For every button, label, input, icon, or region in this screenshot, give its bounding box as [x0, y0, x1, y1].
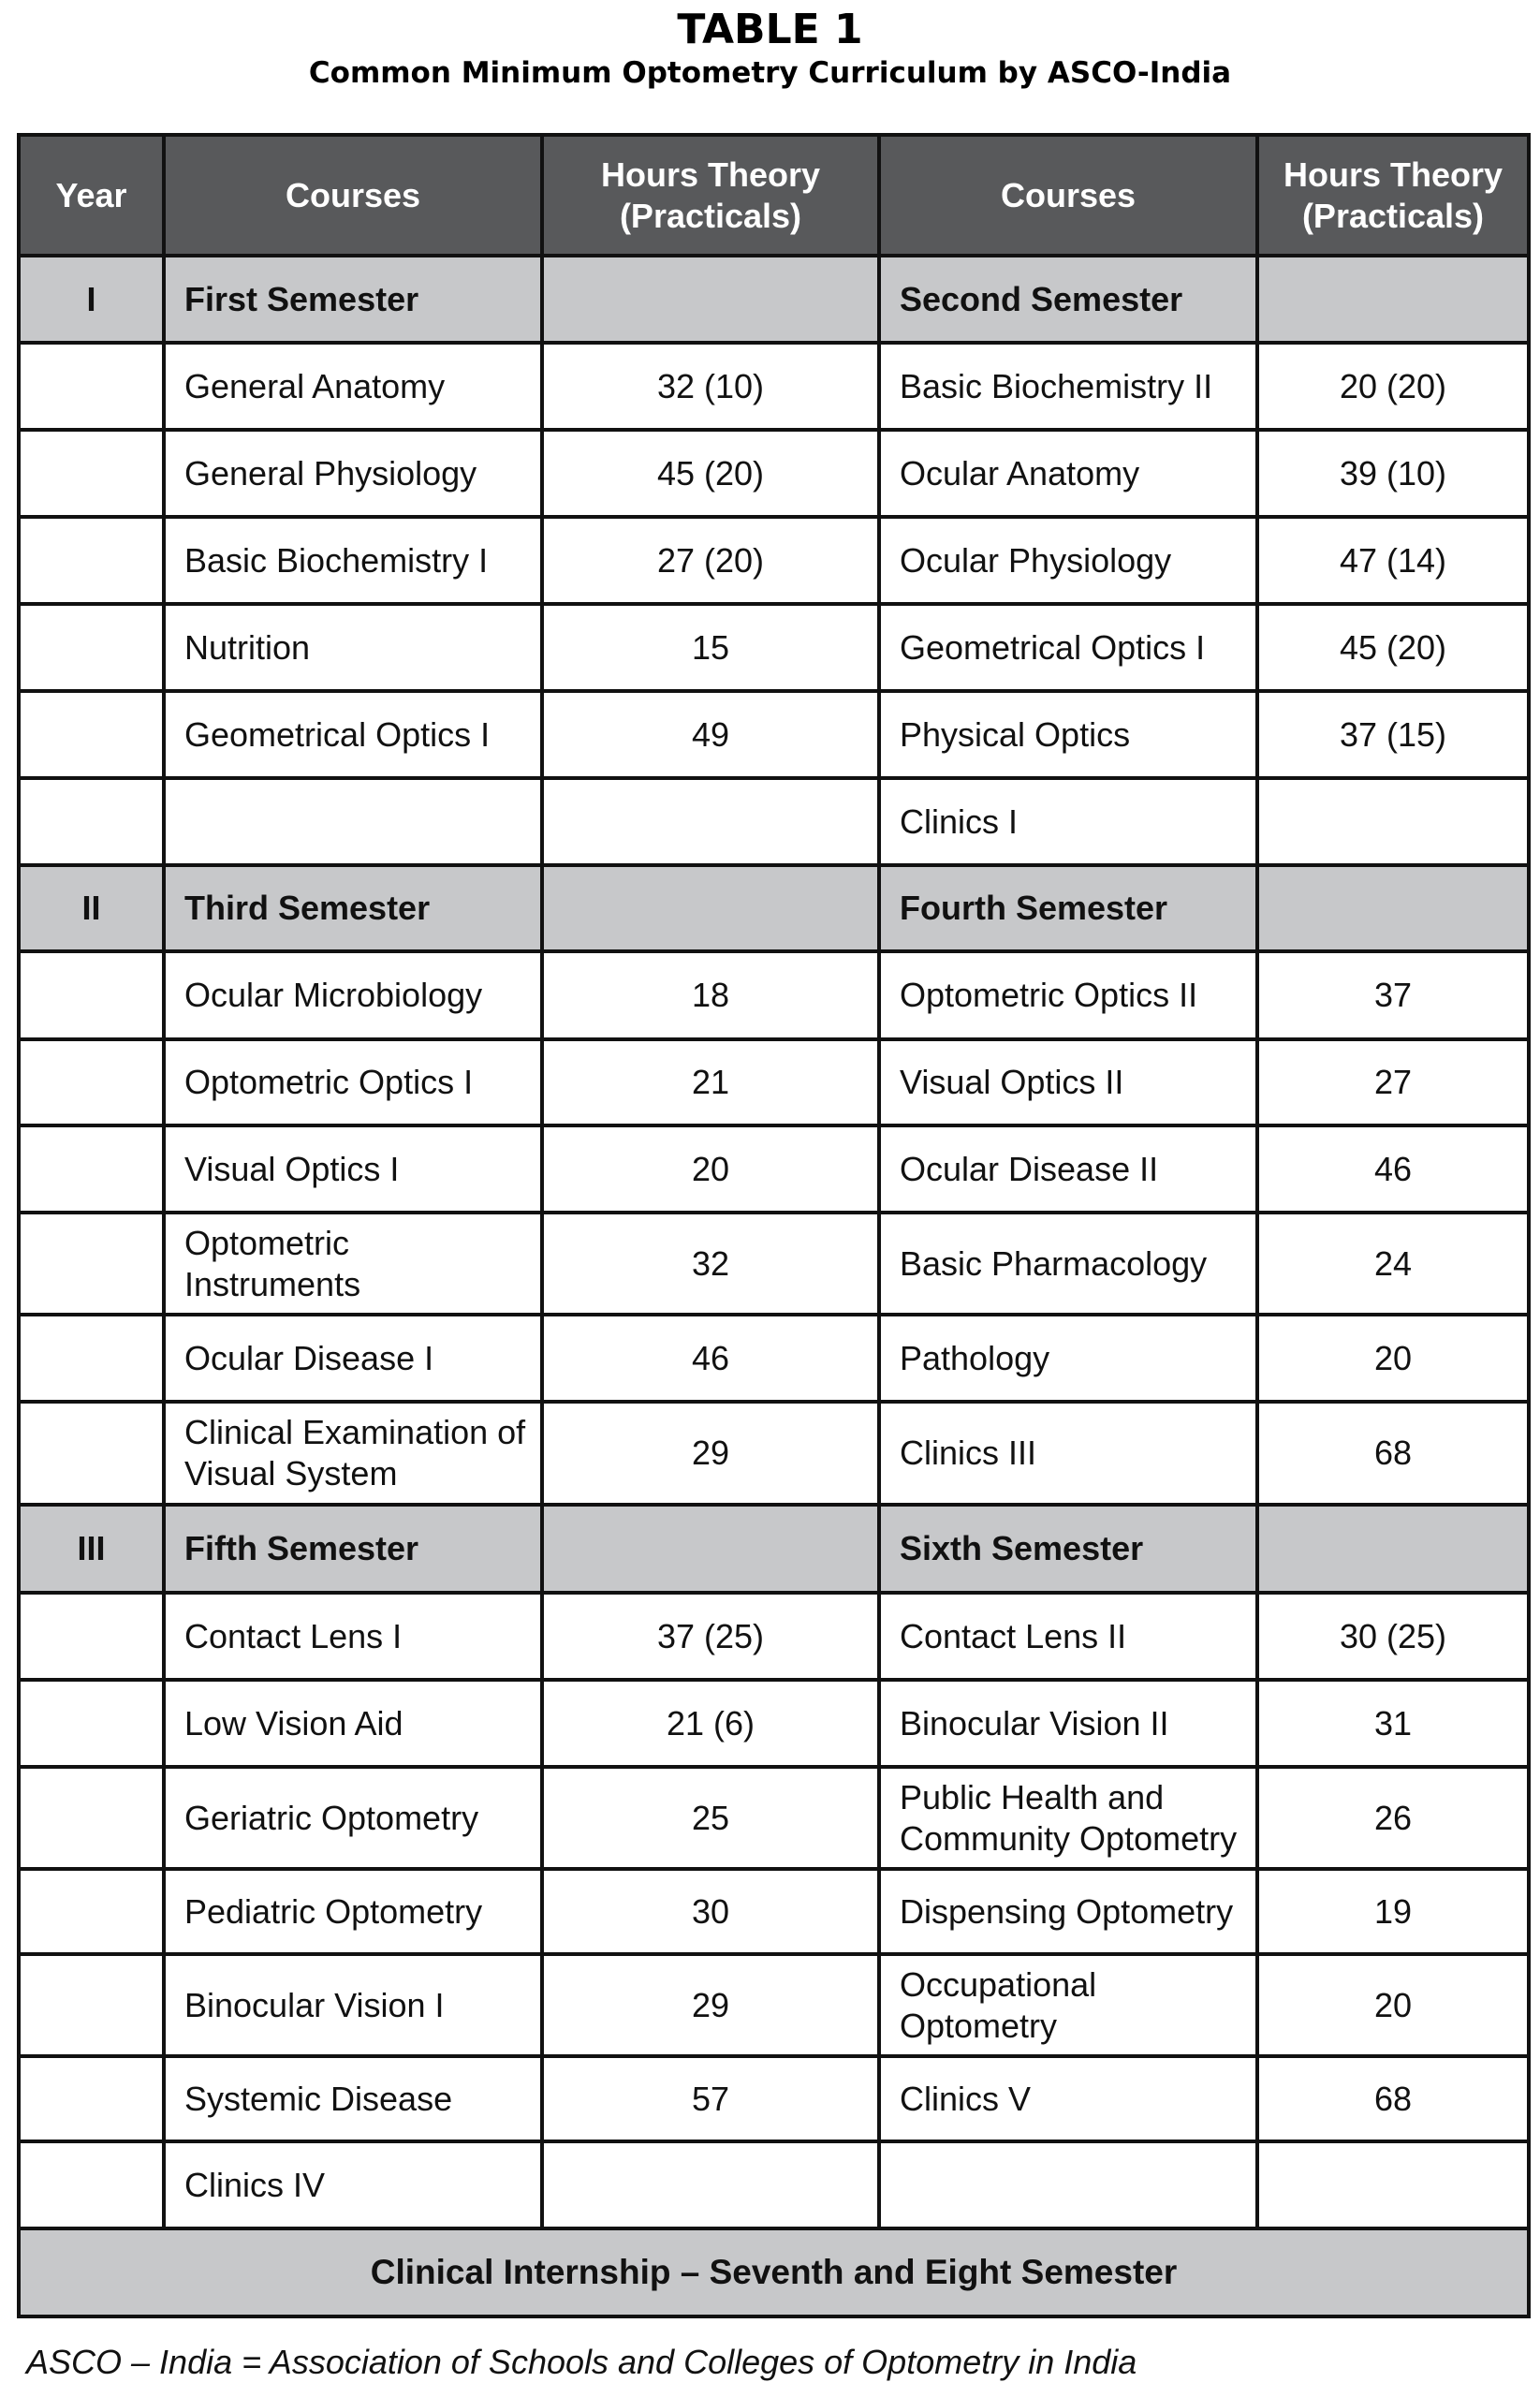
hours-cell-text: 30 (25) — [1339, 1616, 1447, 1655]
table-subtitle: Common Minimum Optometry Curriculum by ASCO-India — [308, 56, 1232, 90]
hours-cell-text: 45 (20) — [1339, 627, 1447, 667]
row-divider — [17, 2054, 1531, 2058]
course-cell — [881, 1956, 1255, 2054]
column-header-year-text: Year — [55, 175, 127, 214]
course-cell-text: Clinics V — [900, 2079, 1032, 2118]
year-cell-blank — [21, 1956, 162, 2054]
row-divider — [17, 1765, 1531, 1769]
column-header-courses — [881, 137, 1255, 254]
hours-cell — [1259, 1404, 1527, 1503]
course-cell — [881, 606, 1255, 689]
hours-cell-text: 49 — [691, 714, 730, 754]
hours-cell-text: 68 — [1373, 2079, 1413, 2118]
course-cell-text: Optometric Optics II — [900, 976, 1198, 1014]
course-cell-text: Low Vision Aid — [184, 1703, 403, 1743]
hours-cell — [544, 2143, 877, 2227]
hours-cell — [544, 693, 877, 776]
row-divider — [17, 1867, 1531, 1871]
course-cell-text: Pathology — [900, 1338, 1050, 1377]
internship-row — [21, 2230, 1527, 2315]
year-label-text: I — [86, 279, 96, 318]
course-cell-text: Ocular Anatomy — [900, 453, 1140, 493]
hours-cell-text: 31 — [1373, 1703, 1413, 1743]
semester-heading — [881, 1507, 1255, 1591]
column-header-courses — [166, 137, 540, 254]
course-cell-text: Clinics IV — [184, 2165, 326, 2204]
hours-cell-text: 39 (10) — [1339, 453, 1447, 493]
row-divider — [17, 1124, 1531, 1127]
course-cell-text: Binocular Vision II — [900, 1703, 1169, 1743]
hours-cell — [544, 1595, 877, 1678]
hours-cell-text: 68 — [1373, 1434, 1413, 1472]
course-cell — [881, 1871, 1255, 1952]
hours-cell-text: 32 (10) — [656, 366, 765, 405]
semester-heading — [881, 257, 1255, 341]
year-cell-blank — [21, 1871, 162, 1952]
hours-cell — [544, 519, 877, 602]
year-cell-blank — [21, 2058, 162, 2140]
internship-label: Clinical Internship – Seventh and Eight Semester — [370, 2253, 1178, 2291]
row-divider — [17, 2227, 1531, 2230]
hours-cell — [544, 345, 877, 428]
row-divider — [17, 1952, 1531, 1956]
course-cell-text: Basic Biochemistry I — [184, 540, 489, 580]
course-cell — [881, 780, 1255, 863]
course-cell-text: Clinical Examination of Visual System — [184, 1413, 526, 1493]
hours-cell-text: 27 — [1373, 1063, 1413, 1101]
hours-cell — [1259, 345, 1527, 428]
semester-heading-text: Fifth Semester — [184, 1529, 419, 1567]
row-divider — [17, 1400, 1531, 1404]
year-cell-blank — [21, 1041, 162, 1124]
course-cell — [166, 693, 540, 776]
course-cell-text: Visual Optics II — [900, 1063, 1124, 1101]
column-divider — [877, 133, 881, 2230]
row-divider — [17, 133, 1531, 137]
hours-cell-text: 46 — [691, 1338, 730, 1377]
year-label — [21, 867, 162, 949]
course-cell — [166, 1595, 540, 1678]
course-cell — [881, 1404, 1255, 1503]
semester-hours-blank — [1259, 257, 1527, 341]
hours-cell-text: 18 — [691, 976, 730, 1014]
hours-cell — [544, 432, 877, 515]
year-cell-blank — [21, 606, 162, 689]
course-cell — [166, 1682, 540, 1765]
course-cell-text: General Anatomy — [184, 366, 446, 405]
course-cell-text: Basic Pharmacology — [900, 1243, 1208, 1283]
course-cell-text: Clinics I — [900, 801, 1019, 841]
year-cell-blank — [21, 345, 162, 428]
course-cell-text: Pediatric Optometry — [184, 1891, 483, 1931]
hours-cell-text: 30 — [691, 1891, 730, 1931]
year-cell-blank — [21, 953, 162, 1037]
year-label — [21, 1507, 162, 1591]
course-cell — [881, 519, 1255, 602]
row-divider — [17, 602, 1531, 606]
hours-cell-text: 32 — [691, 1243, 730, 1283]
hours-cell-text: 21 (6) — [666, 1703, 755, 1743]
hours-cell-text: 20 — [691, 1149, 730, 1188]
course-cell-text: Nutrition — [184, 627, 311, 667]
course-cell-text: Contact Lens II — [900, 1616, 1127, 1655]
row-divider — [17, 2315, 1531, 2318]
course-cell-text: Dispensing Optometry — [900, 1891, 1234, 1931]
column-header-hours-text: Hours Theory (Practicals) — [1283, 154, 1503, 235]
hours-cell — [544, 953, 877, 1037]
column-divider — [1255, 133, 1259, 2230]
hours-cell — [1259, 2058, 1527, 2140]
hours-cell-text: 27 (20) — [656, 540, 765, 580]
row-divider — [17, 1313, 1531, 1316]
course-cell — [166, 432, 540, 515]
row-divider — [17, 689, 1531, 693]
course-cell — [881, 1041, 1255, 1124]
year-cell-blank — [21, 1404, 162, 1503]
hours-cell-text: 29 — [691, 1985, 730, 2024]
column-divider — [162, 133, 166, 2230]
course-cell-text: Ocular Physiology — [900, 540, 1172, 580]
course-cell — [166, 1769, 540, 1867]
semester-hours-blank — [544, 1507, 877, 1591]
semester-hours-blank — [1259, 867, 1527, 949]
hours-cell — [544, 1041, 877, 1124]
row-divider — [17, 1211, 1531, 1214]
course-cell-text: Geometrical Optics I — [900, 627, 1206, 667]
hours-cell — [1259, 1682, 1527, 1765]
row-divider — [17, 1678, 1531, 1682]
hours-cell-text: 20 (20) — [1339, 366, 1447, 405]
row-divider — [17, 428, 1531, 432]
hours-cell — [1259, 1214, 1527, 1313]
course-cell — [881, 1682, 1255, 1765]
semester-heading-text: Sixth Semester — [900, 1529, 1144, 1567]
course-cell — [166, 1316, 540, 1400]
semester-heading-text: Third Semester — [184, 889, 431, 927]
row-divider — [17, 949, 1531, 953]
course-cell — [881, 693, 1255, 776]
semester-heading — [881, 867, 1255, 949]
course-cell — [881, 1595, 1255, 1678]
semester-hours-blank — [544, 257, 877, 341]
year-label-text: II — [81, 889, 101, 927]
year-cell-blank — [21, 1214, 162, 1313]
course-cell-text: Optometric Optics I — [184, 1063, 474, 1101]
hours-cell — [544, 1682, 877, 1765]
year-cell-blank — [21, 1769, 162, 1867]
hours-cell-text: 21 — [691, 1063, 730, 1101]
hours-cell — [1259, 1316, 1527, 1400]
hours-cell — [1259, 1769, 1527, 1867]
hours-cell — [1259, 780, 1527, 863]
row-divider — [17, 1503, 1531, 1507]
column-header-hours-text: Hours Theory (Practicals) — [600, 154, 821, 235]
hours-cell — [544, 606, 877, 689]
course-cell-text: General Physiology — [184, 453, 477, 493]
course-cell — [166, 2058, 540, 2140]
course-cell-text: Clinics III — [900, 1434, 1037, 1472]
course-cell-text: Physical Optics — [900, 714, 1131, 754]
course-cell — [881, 1127, 1255, 1211]
hours-cell-text: 47 (14) — [1339, 540, 1447, 580]
course-cell-text: Ocular Disease II — [900, 1149, 1159, 1188]
row-divider — [17, 254, 1531, 257]
course-cell — [166, 953, 540, 1037]
year-cell-blank — [21, 1682, 162, 1765]
year-cell-blank — [21, 1127, 162, 1211]
column-header-courses-text: Courses — [1000, 175, 1137, 214]
hours-cell — [544, 1956, 877, 2054]
year-cell-blank — [21, 1595, 162, 1678]
table-title: TABLE 1 — [677, 6, 863, 53]
hours-cell-text: 45 (20) — [656, 453, 765, 493]
hours-cell — [1259, 1595, 1527, 1678]
hours-cell — [544, 1404, 877, 1503]
column-divider — [540, 133, 544, 2230]
hours-cell — [1259, 519, 1527, 602]
hours-cell-text: 19 — [1373, 1891, 1413, 1931]
course-cell — [166, 780, 540, 863]
footnote: ASCO – India = Association of Schools and Colleges of Optometry in India — [26, 2343, 1137, 2381]
hours-cell — [1259, 2143, 1527, 2227]
course-cell-text: Ocular Disease I — [184, 1338, 434, 1377]
course-cell — [166, 345, 540, 428]
year-label-text: III — [77, 1529, 106, 1567]
semester-heading-text: Second Semester — [900, 279, 1183, 318]
year-cell-blank — [21, 693, 162, 776]
year-label — [21, 257, 162, 341]
semester-heading — [166, 1507, 540, 1591]
course-cell-text: Binocular Vision I — [184, 1985, 445, 2024]
course-cell-text: Occupational Optometry — [900, 1964, 1097, 2045]
hours-cell — [544, 1316, 877, 1400]
semester-heading — [166, 257, 540, 341]
year-cell-blank — [21, 519, 162, 602]
year-cell-blank — [21, 1316, 162, 1400]
course-cell — [166, 1404, 540, 1503]
row-divider — [17, 341, 1531, 345]
course-cell-text: Geriatric Optometry — [184, 1798, 479, 1837]
year-cell-blank — [21, 432, 162, 515]
course-cell-text: Ocular Microbiology — [184, 976, 483, 1014]
year-cell-blank — [21, 2143, 162, 2227]
column-header-hours — [1259, 137, 1527, 254]
hours-cell — [1259, 1871, 1527, 1952]
course-cell-text: Geometrical Optics I — [184, 714, 491, 754]
course-cell — [166, 519, 540, 602]
row-divider — [17, 1591, 1531, 1595]
year-cell-blank — [21, 780, 162, 863]
course-cell — [166, 1127, 540, 1211]
course-cell-text: Contact Lens I — [184, 1616, 403, 1655]
course-cell — [881, 953, 1255, 1037]
course-cell — [881, 2143, 1255, 2227]
course-cell-text: Systemic Disease — [184, 2079, 453, 2118]
course-cell — [881, 345, 1255, 428]
course-cell — [881, 1769, 1255, 1867]
hours-cell-text: 26 — [1373, 1798, 1413, 1837]
hours-cell-text: 37 (25) — [656, 1616, 765, 1655]
semester-heading-text: Fourth Semester — [900, 889, 1168, 927]
hours-cell — [544, 1871, 877, 1952]
hours-cell-text: 46 — [1373, 1149, 1413, 1188]
semester-heading — [166, 867, 540, 949]
hours-cell — [544, 2058, 877, 2140]
hours-cell — [544, 1214, 877, 1313]
hours-cell-text: 25 — [691, 1798, 730, 1837]
hours-cell — [1259, 1127, 1527, 1211]
hours-cell-text: 37 — [1373, 976, 1413, 1014]
row-divider — [17, 776, 1531, 780]
column-divider — [17, 133, 21, 2318]
course-cell — [166, 1041, 540, 1124]
hours-cell-text: 20 — [1373, 1338, 1413, 1377]
row-divider — [17, 1037, 1531, 1041]
course-cell — [166, 606, 540, 689]
hours-cell — [1259, 606, 1527, 689]
hours-cell-text: 57 — [691, 2079, 730, 2118]
hours-cell-text: 37 (15) — [1339, 714, 1447, 754]
semester-heading-text: First Semester — [184, 279, 419, 318]
hours-cell — [544, 1769, 877, 1867]
hours-cell — [1259, 432, 1527, 515]
semester-hours-blank — [1259, 1507, 1527, 1591]
column-header-hours — [544, 137, 877, 254]
semester-hours-blank — [544, 867, 877, 949]
course-cell-text: Basic Biochemistry II — [900, 366, 1213, 405]
hours-cell-text: 20 — [1373, 1985, 1413, 2024]
row-divider — [17, 2140, 1531, 2143]
hours-cell-text: 29 — [691, 1434, 730, 1472]
hours-cell — [1259, 1956, 1527, 2054]
course-cell-text: Visual Optics I — [184, 1149, 400, 1188]
hours-cell — [544, 1127, 877, 1211]
hours-cell — [544, 780, 877, 863]
course-cell — [166, 1956, 540, 2054]
course-cell — [881, 1316, 1255, 1400]
hours-cell — [1259, 1041, 1527, 1124]
course-cell-text: Optometric Instruments — [184, 1223, 361, 1303]
course-cell — [166, 2143, 540, 2227]
course-cell-text: Public Health and Community Optometry — [900, 1777, 1238, 1858]
column-header-courses-text: Courses — [285, 175, 421, 214]
hours-cell-text: 24 — [1373, 1243, 1413, 1283]
row-divider — [17, 515, 1531, 519]
course-cell — [881, 2058, 1255, 2140]
course-cell — [166, 1871, 540, 1952]
hours-cell — [1259, 953, 1527, 1037]
course-cell — [881, 1214, 1255, 1313]
column-divider — [1527, 133, 1531, 2318]
course-cell — [881, 432, 1255, 515]
course-cell — [166, 1214, 540, 1313]
hours-cell — [1259, 693, 1527, 776]
column-header-year — [21, 137, 162, 254]
hours-cell-text: 15 — [691, 627, 730, 667]
row-divider — [17, 863, 1531, 867]
